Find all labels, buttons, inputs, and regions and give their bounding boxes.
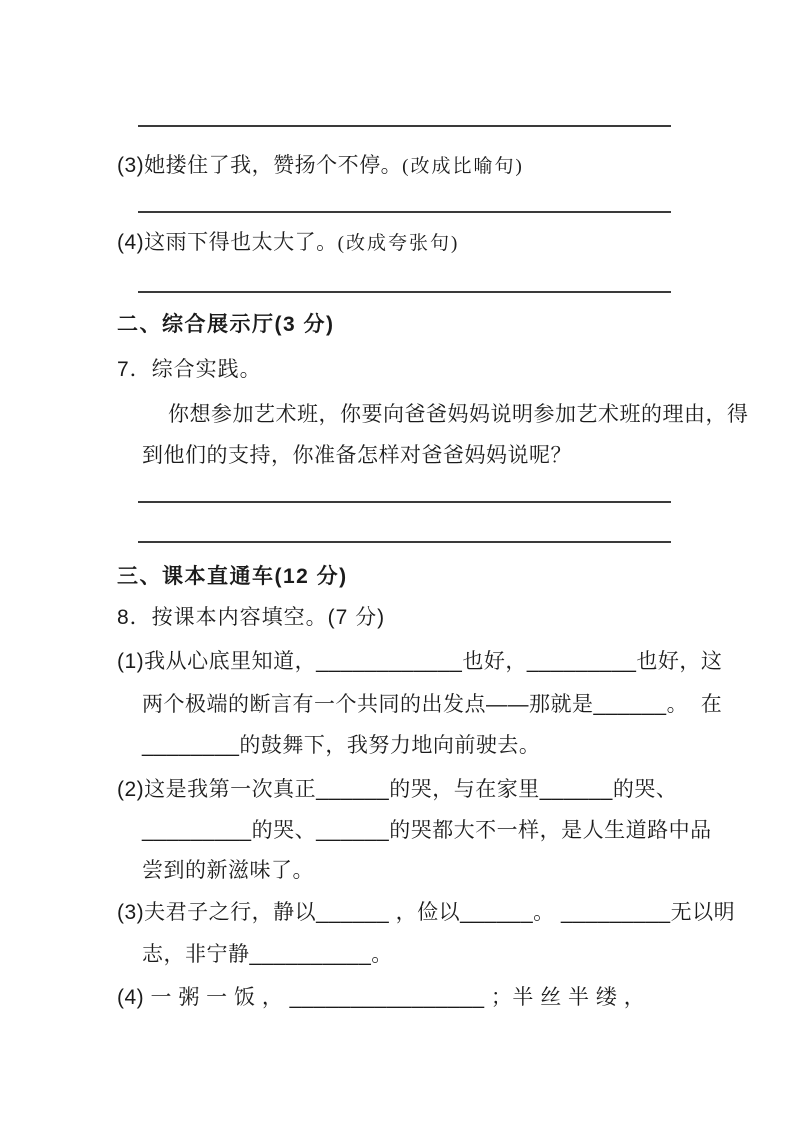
- q7-body-line-2: 到他们的支持，你准备怎样对爸爸妈妈说呢？: [142, 444, 572, 467]
- q8-item2-line-2: _________的哭、______的哭都大不一样，是人生道路中品: [142, 819, 712, 842]
- rewrite-item-3: [117, 151, 524, 182]
- q8-item3-line-1: (3)夫君子之行，静以______ ，俭以______。 _________无以明: [117, 901, 736, 924]
- rewrite-item-4: [117, 228, 459, 259]
- q8-item1-line-2: 两个极端的断言有一个共同的出发点——那就是______。 在: [142, 693, 723, 716]
- q8-item2-line-3: 尝到的新滋味了。: [142, 859, 314, 882]
- answer-rule-line: [138, 291, 671, 293]
- q7-title: 7．综合实践。: [117, 358, 262, 381]
- rewrite-item-3-instruction: (改成比喻句): [402, 156, 524, 177]
- q8-title: 8．按课本内容填空。(7 分): [117, 606, 386, 629]
- section-heading-2: 二、综合展示厅(3 分): [117, 313, 335, 336]
- answer-rule-line: [138, 211, 671, 213]
- rewrite-item-3-sentence: (3)她搂住了我，赞扬个不停。: [117, 154, 403, 177]
- answer-rule-line: [138, 541, 671, 543]
- q8-item3-line-2: 志，非宁静__________。: [142, 943, 393, 966]
- answer-rule-line: [138, 501, 671, 503]
- section-heading-3: 三、课本直通车(12 分): [117, 565, 348, 588]
- rewrite-item-4-instruction: (改成夸张句): [337, 233, 460, 254]
- q7-body-line-1: 你想参加艺术班，你要向爸爸妈妈说明参加艺术班的理由，得: [168, 403, 749, 426]
- answer-rule-line: [138, 125, 671, 127]
- q8-item2-line-1: (2)这是我第一次真正______的哭，与在家里______的哭、: [117, 778, 678, 801]
- rewrite-item-4-sentence: (4)这雨下得也太大了。: [117, 231, 338, 254]
- q8-item4-line-1: (4) 一 粥 一 饭 ， ________________ ；半 丝 半 缕 ，: [117, 986, 646, 1009]
- q8-item1-line-3: ________的鼓舞下，我努力地向前驶去。: [142, 734, 541, 757]
- q8-item1-line-1: (1)我从心底里知道，____________也好，_________也好，这: [117, 650, 723, 673]
